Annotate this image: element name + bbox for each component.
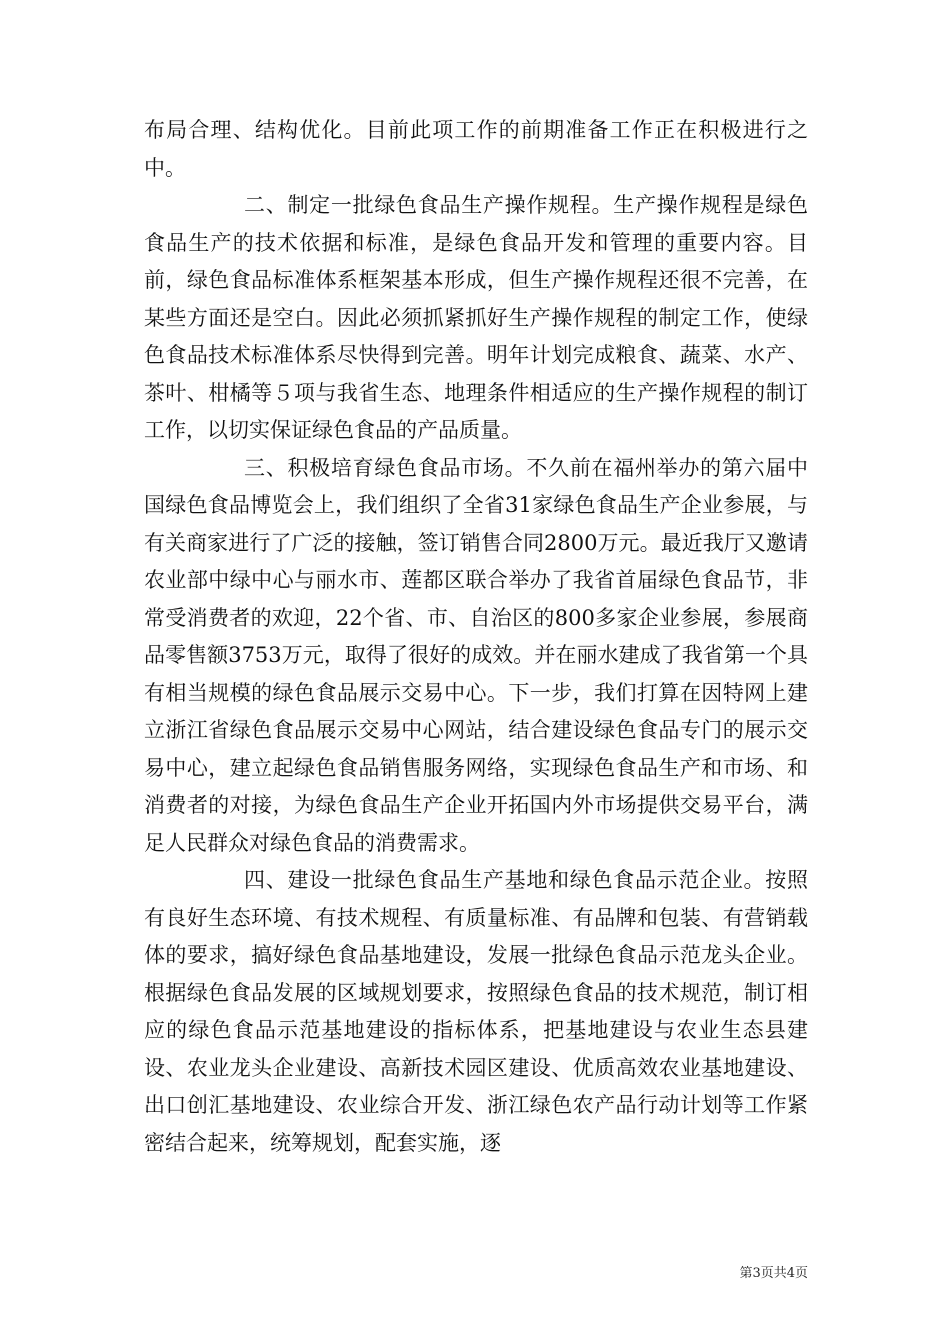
page-number-footer: 第3页共4页 [739,1266,808,1281]
paragraph-section-three: 三、积极培育绿色食品市场。不久前在福州举办的第六届中国绿色食品博览会上，我们组织了全省31家绿色食品生产企业参展，与有关商家进行了广泛的接触，签订销售合同2800万元。最近我厅又邀请农业部中绿中心与丽水市、莲都区联合举办了我省首届绿色食品节，非常受消费者的欢迎，22个省、市、自治区的800多家企业参展，参展商品零售额3753万元，取得了很好的成效。并在丽水建成了我省第一个具有相当规模的绿色食品展示交易中心。下一步，我们打算在因特网上建立浙江省绿色食品展示交易中心网站，结合建设绿色食品专门的展示交易中心，建立起绿色食品销售服务网络，实现绿色食品生产和市场、和消费者的对接，为绿色食品生产企业开拓国内外市场提供交易平台，满足人民群众对绿色食品的消费需求。 [144,455,808,855]
paragraph-section-two: 二、制定一批绿色食品生产操作规程。生产操作规程是绿色食品生产的技术依据和标准，是绿色食品开发和管理的重要内容。目前，绿色食品标准体系框架基本形成，但生产操作规程还很不完善，在某些方面还是空白。因此必须抓紧抓好生产操作规程的制定工作，使绿色食品技术标准体系尽快得到完善。明年计划完成粮食、蔬菜、水产、茶叶、柑橘等５项与我省生态、地理条件相适应的生产操作规程的制订工作，以切实保证绿色食品的产品质量。 [144,193,808,442]
paragraph-continuation: 布局合理、结构优化。目前此项工作的前期准备工作正在积极进行之中。 [144,118,808,180]
document-body [144,112,808,1162]
paragraph-section-four: 四、建设一批绿色食品生产基地和绿色食品示范企业。按照有良好生态环境、有技术规程、有质量标准、有品牌和包装、有营销载体的要求，搞好绿色食品基地建设，发展一批绿色食品示范龙头企业。根据绿色食品发展的区域规划要求，按照绿色食品的技术规范，制订相应的绿色食品示范基地建设的指标体系，把基地建设与农业生态县建设、农业龙头企业建设、高新技术园区建设、优质高效农业基地建设、出口创汇基地建设、农业综合开发、浙江绿色农产品行动计划等工作紧密结合起来，统筹规划，配套实施，逐 [144,868,808,1155]
